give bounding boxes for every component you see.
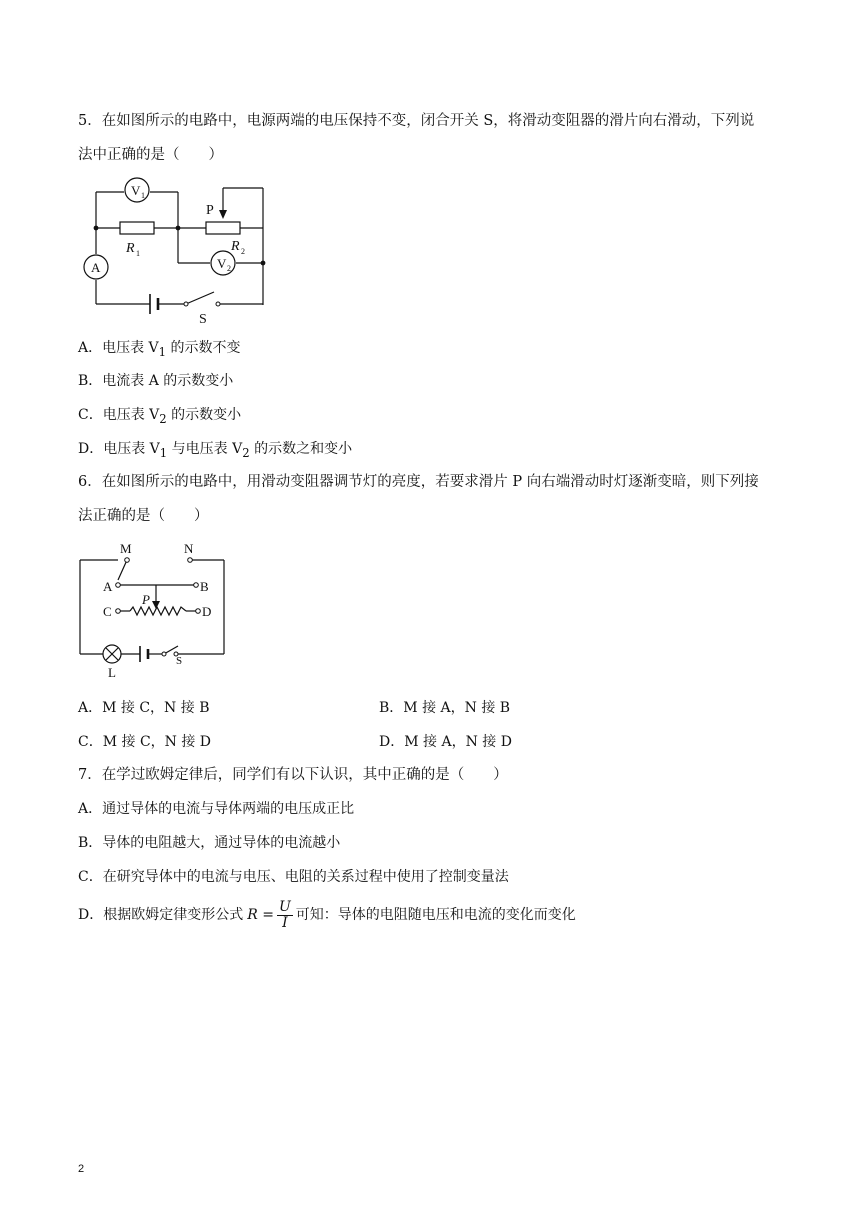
q5-option-d bbox=[78, 439, 352, 463]
formula-fraction bbox=[277, 900, 293, 931]
option-subscript: 2 bbox=[159, 411, 167, 426]
q5-circuit-diagram bbox=[78, 172, 278, 332]
r2-subscript: 2 bbox=[241, 247, 245, 256]
option-text: A．电压表 V bbox=[78, 340, 159, 356]
q6-option-b: B．M 接 A，N 接 B bbox=[379, 700, 511, 716]
fraction-numerator: U bbox=[278, 898, 291, 915]
slider-p-label: P bbox=[206, 203, 214, 218]
switch-s-label: S bbox=[176, 655, 183, 667]
option-text: C．电压表 V bbox=[78, 407, 160, 423]
q7-option-a: A．通过导体的电流与导体两端的电压成正比 bbox=[78, 801, 355, 817]
r1-label: R bbox=[126, 241, 135, 256]
option-text: 的示数之和变小 bbox=[249, 441, 353, 457]
formula-lhs: R = bbox=[247, 907, 274, 923]
option-subscript: 1 bbox=[159, 445, 168, 460]
q6-option-d: D．M 接 A，N 接 D bbox=[379, 734, 512, 750]
page-number: 2 bbox=[78, 1163, 85, 1175]
lamp-l-label: L bbox=[108, 665, 116, 680]
terminal-m-label: M bbox=[120, 541, 132, 556]
r2-label: R bbox=[231, 239, 240, 254]
ammeter-label: A bbox=[91, 260, 101, 275]
q6-option-a: A．M 接 C，N 接 B bbox=[78, 700, 210, 716]
option-text: B．电流表 A 的示数变小 bbox=[78, 373, 234, 389]
q7-stem: 7．在学过欧姆定律后，同学们有以下认识，其中正确的是（ ） bbox=[78, 767, 508, 783]
r1-subscript: 1 bbox=[136, 249, 140, 258]
v1-subscript: 1 bbox=[141, 191, 145, 200]
terminal-a-label: A bbox=[103, 579, 113, 594]
slider-p-label: P bbox=[142, 592, 150, 607]
v1-label: V bbox=[131, 183, 141, 198]
q7-option-d bbox=[78, 898, 576, 932]
option-text: D．根据欧姆定律变形公式 bbox=[78, 907, 244, 923]
terminal-n-label: N bbox=[184, 541, 194, 556]
q6-option-c: C．M 接 C，N 接 D bbox=[78, 734, 212, 750]
q5-option-b bbox=[78, 371, 233, 391]
option-subscript: 1 bbox=[158, 344, 167, 359]
switch-s-label: S bbox=[199, 312, 207, 327]
option-text: 与电压表 V bbox=[167, 441, 243, 457]
q6-stem-line2: 法正确的是（ ） bbox=[78, 508, 209, 524]
fraction-denominator: I bbox=[282, 914, 288, 931]
terminal-c-label: C bbox=[103, 604, 112, 619]
v2-label: V bbox=[217, 256, 227, 271]
option-text: 可知：导体的电阻随电压和电流的变化而变化 bbox=[295, 907, 576, 923]
q5-option-c bbox=[78, 405, 241, 429]
terminal-b-label: B bbox=[200, 579, 209, 594]
q6-circuit-diagram bbox=[78, 538, 238, 688]
q5-stem-line2: 法中正确的是（ ） bbox=[78, 147, 223, 163]
option-text: 的示数变小 bbox=[166, 407, 242, 423]
option-text: 的示数不变 bbox=[166, 340, 241, 356]
q7-option-c: C．在研究导体中的电流与电压、电阻的关系过程中使用了控制变量法 bbox=[78, 869, 509, 885]
option-text: D．电压表 V bbox=[78, 441, 160, 457]
q5-stem-line1: 5．在如图所示的电路中，电源两端的电压保持不变，闭合开关 S，将滑动变阻器的滑片向右滑动，下列说 bbox=[78, 113, 755, 129]
option-subscript: 2 bbox=[242, 445, 250, 460]
terminal-d-label: D bbox=[202, 604, 212, 619]
q7-option-b: B．导体的电阻越大，通过导体的电流越小 bbox=[78, 835, 341, 851]
q5-option-a bbox=[78, 338, 241, 362]
q6-stem-line1: 6．在如图所示的电路中，用滑动变阻器调节灯的亮度，若要求滑片 P 向右端滑动时灯逐渐变暗，则下列接 bbox=[78, 474, 759, 490]
v2-subscript: 2 bbox=[227, 264, 231, 273]
